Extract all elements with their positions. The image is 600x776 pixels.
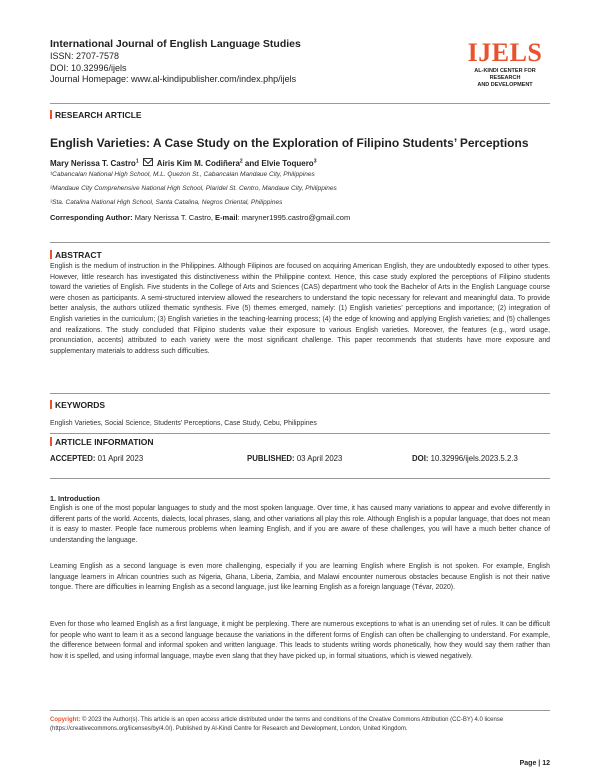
author-list: Mary Nerissa T. Castro$^1$ Airis Kim M. Codiñera$^2$ and Elvie Toquero$^3$ bbox=[50, 158, 317, 168]
journal-issn: ISSN: 2707-7578 bbox=[50, 51, 120, 61]
article-title: English Varieties: A Case Study on the Exploration of Filipino Students’ Perceptions bbox=[50, 136, 529, 150]
logo-subtitle-1: AL-KINDI CENTER FOR RESEARCH bbox=[474, 68, 536, 81]
abstract-text: English is the medium of instruction in the Philippines. Although Filipinos are focused on acquiring American English, they are undoubtedly exposed to other types. However, little research has investigated this distinctiveness within the Philippine context. Hence, this case study explored the perceptions of Filipino students toward the varieties of English. Five students in the College of Arts and Sciences (CAS) department who took the Bachelor of Arts in the English Language course were chosen as participants. A semi-structured interview allowed the researchers to understand the topic necessary for relevant and meaningful data. To provide better analysis, the authors utilized thematic synthesis. Five (5) themes emerged, namely: (1) English varieties’ perceptions and importance; (2) integration of English varieties in the curriculum; (3) English varieties in the teaching-learning process; (4) the edge of knowing and applying English varieties; and (5) challenges and realizations. The study concluded that Filipino students value their exposure to various English varieties. Moreover, the features (e.g., word usage, pronunciation, accents) attributed to each variety were the most significant challenge. This paper recommends that students have more exposure and supplementary materials to address such difficulties. bbox=[50, 263, 550, 355]
affiliation-2: ²Mandaue City Comprehensive National High School, Plaridel St. Centro, Mandaue City, Philippines bbox=[50, 185, 337, 192]
journal-homepage[interactable]: Journal Homepage: www.al-kindipublisher.com/index.php/ijels bbox=[50, 74, 297, 84]
page-number: Page | 12 bbox=[519, 760, 550, 767]
divider-footer bbox=[50, 710, 550, 711]
divider-keywords bbox=[50, 393, 550, 394]
intro-paragraph-1: English is one of the most popular languages to study and the most spoken language. Over time, it has caused many variations to appear and evolve differently in different parts of the world. Accents, dialects, local phrases, slang, and other variations all play this role. Although English is a popular language, that does not mean it is easy to master. People face numerous problems when learning English, and if you are aware of these challenges, you will have a much better chance of understanding the language. bbox=[50, 505, 550, 544]
copyright-notice: Copyright: © 2023 the Author(s). This article is an open access article distributed under the terms and conditions of the Creative Commons Attribution (CC-BY) 4.0 license (https://creativecommons.org/licenses/by/4.0/). Published by Al-Kindi Centre for Research and Development, London, United Kingdom. bbox=[50, 717, 504, 732]
article-type-heading: RESEARCH ARTICLE bbox=[50, 110, 142, 120]
affiliation-1: ¹Cabancalan National High School, M.L. Quezon St., Cabancalan Mandaue City, Philippines bbox=[50, 171, 315, 178]
intro-paragraph-2: Learning English as a second language is even more challenging, especially if you are learning English where English is not spoken. For example, English language learners in African countries such as Nigeria, Ghana, Liberia, Zambia, and Malawi encounter numerous obstacles because English is not their native tongue. There are difficulties in learning English as a second language, just like learning English as a foreign language (Tévar, 2020). bbox=[50, 563, 550, 592]
journal-title: International Journal of English Language Studies bbox=[50, 38, 301, 50]
author-1: Mary Nerissa T. Castro bbox=[50, 159, 136, 168]
journal-doi: DOI: 10.32996/ijels bbox=[50, 62, 127, 73]
author-email[interactable]: : maryner1995.castro@gmail.com bbox=[237, 213, 351, 222]
header-divider bbox=[50, 103, 550, 104]
intro-paragraph-3: Even for those who learned English as a first language, it might be perplexing. There are numerous exceptions to what is an unending set of rules. It can be difficult for people who want to learn it as a second language because the variations in the different forms of English can often be challenging to understand. For example, the difference between formal and informal spoken and written language. This leads to students writing words phonetically, how they would say them rather than how it is spelled, and using informal language, maybe even slang that they have picked up, in formal situations, which is viewed negatively. bbox=[50, 621, 550, 660]
author-3: Elvie Toquero bbox=[261, 159, 314, 168]
accepted-date: ACCEPTED: 01 April 2023 bbox=[50, 454, 144, 463]
abstract-heading: ABSTRACT bbox=[50, 250, 102, 260]
journal-header bbox=[50, 38, 301, 86]
divider-abstract bbox=[50, 242, 550, 243]
mail-icon[interactable] bbox=[143, 158, 153, 166]
affiliation-3: ³Sta. Catalina National High School, Santa Catalina, Negros Oriental, Philippines bbox=[50, 199, 283, 206]
article-doi: DOI: 10.32996/ijels.2023.5.2.3 bbox=[412, 454, 518, 463]
logo-name: IJELS bbox=[467, 38, 543, 67]
accent-bar bbox=[50, 110, 52, 119]
article-info-heading: ARTICLE INFORMATION bbox=[50, 437, 154, 447]
logo-subtitle-2: AND DEVELOPMENT bbox=[477, 82, 533, 88]
keywords-heading: KEYWORDS bbox=[50, 400, 105, 410]
divider-info bbox=[50, 433, 550, 434]
intro-heading: 1. Introduction bbox=[50, 494, 100, 503]
author-2: Airis Kim M. Codiñera bbox=[156, 159, 240, 168]
author-and: and bbox=[244, 159, 260, 168]
published-date: PUBLISHED: 03 April 2023 bbox=[247, 454, 343, 463]
ijels-logo bbox=[460, 40, 550, 89]
divider-body bbox=[50, 478, 550, 479]
corresponding-author: Corresponding Author: Mary Nerissa T. Castro, E-mail: maryner1995.castro@gmail.com bbox=[50, 213, 351, 222]
keywords-text: English Varieties, Social Science, Students’ Perceptions, Case Study, Cebu, Philippines bbox=[50, 420, 317, 427]
